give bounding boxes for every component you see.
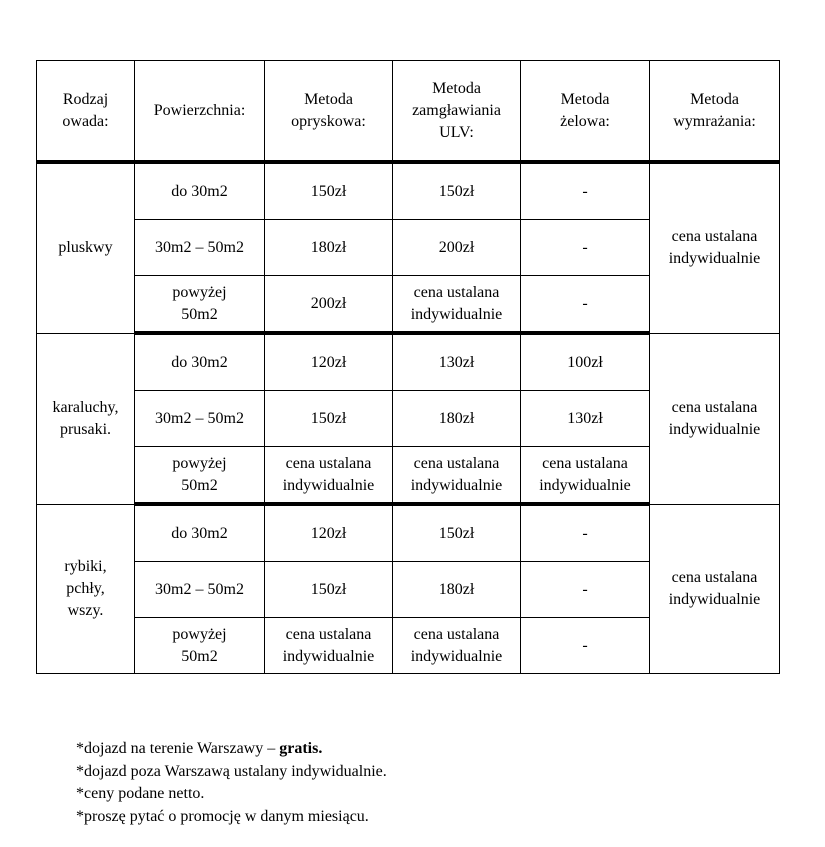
spray-price-cell: cena ustalana indywidualnie — [265, 447, 393, 505]
area-cell: do 30m2 — [135, 504, 265, 562]
table-row — [37, 333, 780, 391]
ulv-price-cell: cena ustalana indywidualnie — [393, 618, 521, 674]
note-travel-outside: *dojazd poza Warszawą ustalany indywidualnie. — [76, 762, 387, 780]
gel-price-cell: - — [521, 504, 650, 562]
area-cell: do 30m2 — [135, 333, 265, 391]
note-travel-warsaw — [76, 738, 387, 761]
note-gratis: gratis. — [279, 740, 323, 757]
insect-cell: rybiki, pchły, wszy. — [37, 504, 135, 674]
spray-price-cell: 180zł — [265, 220, 393, 276]
gel-price-cell: - — [521, 162, 650, 220]
header-area: Powierzchnia: — [135, 61, 265, 163]
header-gel: Metoda żelowa: — [521, 61, 650, 163]
gel-price-cell: cena ustalana indywidualnie — [521, 447, 650, 505]
area-cell: 30m2 – 50m2 — [135, 562, 265, 618]
ulv-price-cell: 180zł — [393, 391, 521, 447]
price-table — [36, 60, 780, 674]
freeze-price-cell: cena ustalana indywidualnie — [650, 333, 780, 504]
area-cell: powyżej 50m2 — [135, 447, 265, 505]
spray-price-cell: 200zł — [265, 276, 393, 334]
spray-price-cell: 150zł — [265, 562, 393, 618]
spray-price-cell: 120zł — [265, 504, 393, 562]
gel-price-cell: 130zł — [521, 391, 650, 447]
insect-cell: karaluchy, prusaki. — [37, 333, 135, 504]
header-spray: Metoda opryskowa: — [265, 61, 393, 163]
gel-price-cell: - — [521, 562, 650, 618]
area-cell: powyżej 50m2 — [135, 618, 265, 674]
note-net-prices: *ceny podane netto. — [76, 785, 205, 802]
ulv-price-cell: cena ustalana indywidualnie — [393, 447, 521, 505]
insect-cell: pluskwy — [37, 162, 135, 333]
spray-price-cell: cena ustalana indywidualnie — [265, 618, 393, 674]
ulv-price-cell: cena ustalana indywidualnie — [393, 276, 521, 334]
header-freeze: Metoda wymrażania: — [650, 61, 780, 163]
area-cell: powyżej 50m2 — [135, 276, 265, 334]
area-cell: 30m2 – 50m2 — [135, 220, 265, 276]
header-row — [37, 61, 780, 163]
header-ulv: Metoda zamgławiania ULV: — [393, 61, 521, 163]
ulv-price-cell: 150zł — [393, 162, 521, 220]
spray-price-cell: 120zł — [265, 333, 393, 391]
gel-price-cell: - — [521, 618, 650, 674]
spray-price-cell: 150zł — [265, 391, 393, 447]
table-row — [37, 504, 780, 562]
spray-price-cell: 150zł — [265, 162, 393, 220]
note-promotion: *proszę pytać o promocję w danym miesiącu. — [76, 807, 369, 825]
freeze-price-cell: cena ustalana indywidualnie — [650, 162, 780, 333]
ulv-price-cell: 200zł — [393, 220, 521, 276]
area-cell: 30m2 – 50m2 — [135, 391, 265, 447]
gel-price-cell: 100zł — [521, 333, 650, 391]
header-insect: Rodzaj owada: — [37, 61, 135, 163]
note-travel-warsaw-text: *dojazd na terenie Warszawy – — [76, 740, 280, 757]
footnotes — [76, 738, 387, 828]
ulv-price-cell: 150zł — [393, 504, 521, 562]
gel-price-cell: - — [521, 220, 650, 276]
freeze-price-cell: cena ustalana indywidualnie — [650, 504, 780, 674]
area-cell: do 30m2 — [135, 162, 265, 220]
ulv-price-cell: 180zł — [393, 562, 521, 618]
gel-price-cell: - — [521, 276, 650, 334]
table-row — [37, 162, 780, 220]
ulv-price-cell: 130zł — [393, 333, 521, 391]
